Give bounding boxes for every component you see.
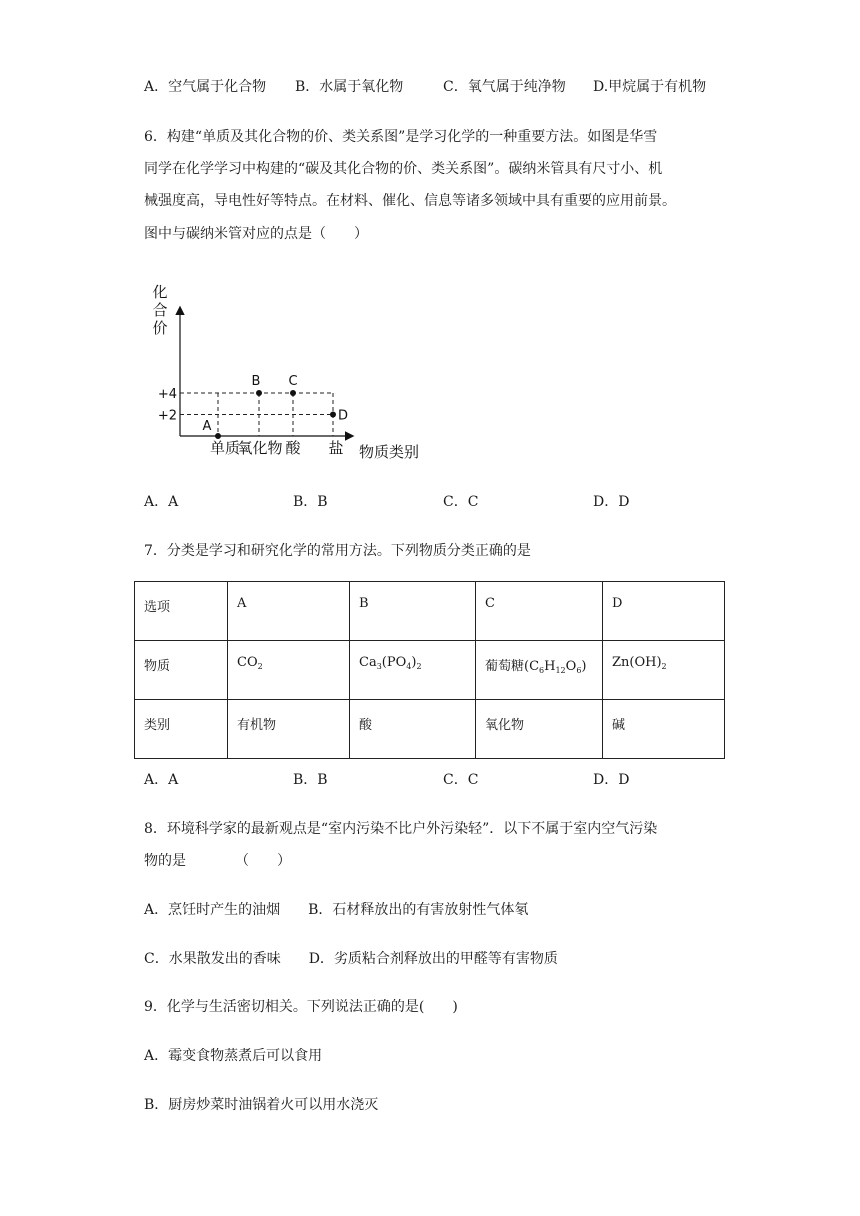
q6-stem-line-2: 同学在化学学习中构建的“碳及其化合物的价、类关系图”。碳纳米管具有尺寸小、机 (144, 161, 663, 177)
q5-option-a: A．空气属于化合物 (144, 79, 267, 95)
table-cell: C (476, 582, 603, 641)
x-category-label: 单质 (209, 439, 241, 457)
x-category-label: 氧化物 (237, 439, 283, 457)
table-cell: B (350, 582, 476, 641)
row-header-option: 选项 (135, 582, 228, 641)
substance-glucose: 葡萄糖$(C_6H_{12}O_6)$ (476, 641, 603, 700)
data-point-a (215, 433, 221, 439)
data-point-label: D (338, 408, 349, 424)
q7-option-b: B．B (293, 772, 328, 788)
y-axis-label-char-3: 价 (152, 319, 168, 337)
table-cell: 氧化物 (476, 700, 603, 759)
q7-option-a: A．A (144, 772, 179, 788)
row-header-category: 类别 (135, 700, 228, 759)
x-axis-label: 物质类别 (359, 443, 420, 461)
q6-stem-line-3: 械强度高，导电性好等特点。在材料、催化、信息等诸多领域中具有重要的应用前景。 (144, 193, 676, 209)
q6-option-d: D．D (593, 494, 630, 510)
q7-option-c: C．C (443, 772, 479, 788)
q9-stem: 9．化学与生活密切相关。下列说法正确的是( ) (144, 999, 458, 1015)
y-tick-labels (158, 387, 177, 424)
y-tick-label: +4 (157, 387, 177, 402)
data-point-b (256, 390, 262, 396)
table-cell: 碱 (603, 700, 725, 759)
table-row (135, 582, 725, 641)
table-cell: 酸 (350, 700, 476, 759)
data-point-c (290, 390, 296, 396)
x-category-labels (210, 439, 344, 457)
q9-option-a: A．霉变食物蒸煮后可以食用 (144, 1048, 323, 1064)
valence-class-chart (140, 278, 440, 468)
y-axis-label-char-2: 合 (152, 301, 168, 319)
q6-option-b: B．B (293, 494, 328, 510)
data-point-d (330, 412, 336, 418)
substance-co2: $CO_2$ (228, 641, 350, 700)
q5-option-b: B．水属于氧化物 (295, 79, 404, 95)
q6-option-a: A．A (144, 494, 179, 510)
data-point-label: C (288, 374, 298, 389)
y-tick-label: +2 (157, 408, 177, 424)
data-points (203, 374, 348, 439)
q8-stem-line-1: 8．环境科学家的最新观点是“室内污染不比户外污染轻”．以下不属于室内空气污染 (144, 821, 658, 837)
substance-znoh2: $Zn(OH)_2$ (603, 641, 725, 700)
q8-options-cd: C．水果散发出的香味 D．劣质粘合剂释放出的甲醛等有害物质 (144, 951, 558, 967)
data-point-label: A (202, 419, 212, 434)
row-header-substance: 物质 (135, 641, 228, 700)
data-point-label: B (251, 374, 261, 389)
x-category-label: 酸 (285, 439, 301, 457)
q7-stem: 7．分类是学习和研究化学的常用方法。下列物质分类正确的是 (144, 543, 531, 559)
table-row (135, 641, 725, 700)
y-axis-label-char-1: 化 (152, 283, 168, 301)
q8-options-ab: A．烹饪时产生的油烟 B．石材释放出的有害放射性气体氡 (144, 902, 529, 918)
q9-option-b: B．厨房炒菜时油锅着火可以用水浇灭 (144, 1097, 379, 1113)
q7-option-d: D．D (593, 772, 630, 788)
classification-table (134, 581, 725, 759)
q6-stem-line-1: 6．构建“单质及其化合物的价、类关系图”是学习化学的一种重要方法。如图是华雪 (144, 129, 658, 145)
substance-ca3po42: $Ca_3(PO_4)_2$ (350, 641, 476, 700)
table-cell: D (603, 582, 725, 641)
q5-option-c: C．氧气属于纯净物 (443, 79, 566, 95)
q6-stem-line-4: 图中与碳纳米管对应的点是（ ） (144, 226, 368, 242)
table-cell: A (228, 582, 350, 641)
q5-option-d: D.甲烷属于有机物 (593, 79, 707, 95)
x-category-label: 盐 (328, 439, 344, 457)
table-cell: 有机物 (228, 700, 350, 759)
table-row (135, 700, 725, 759)
q6-option-c: C．C (443, 494, 479, 510)
q8-stem-line-2: 物的是 （ ） (144, 853, 291, 869)
